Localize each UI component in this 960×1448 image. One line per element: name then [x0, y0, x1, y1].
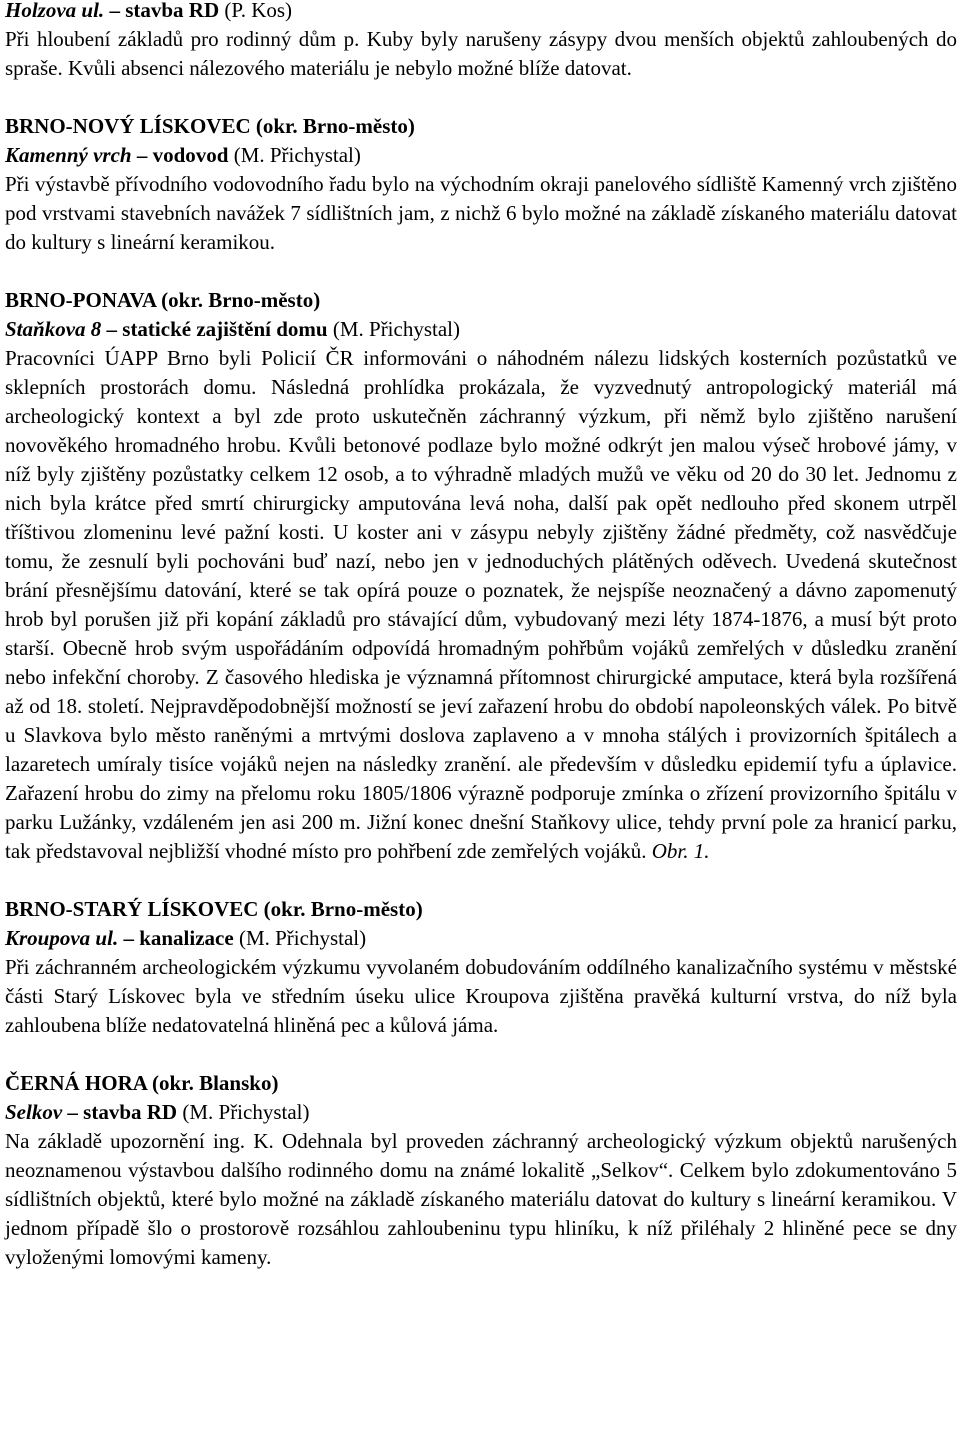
author: (M. Přichystal) — [327, 317, 460, 341]
site-name: Holzova ul. — [5, 0, 105, 22]
entry-text: Při hloubení základů pro rodinný dům p. Kuby byly narušeny zásypy dvou menších objektů zahloubených do spraše. Kvůli absenci nálezového materiálu je nebylo možné blíže datovat. — [5, 27, 957, 80]
entry-text — [5, 344, 957, 866]
entry-heading — [5, 315, 957, 344]
work-type: statické zajištění domu — [122, 317, 328, 341]
entry-brno-stary-liskovec — [5, 895, 957, 1040]
author: (P. Kos) — [219, 0, 293, 22]
author: (M. Přichystal) — [177, 1100, 310, 1124]
heading-dash: – — [118, 926, 140, 950]
entry-brno-novy-liskovec — [5, 112, 957, 257]
site-name: Selkov — [5, 1100, 63, 1124]
site-name: Kroupova ul. — [5, 926, 119, 950]
heading-dash: – — [62, 1100, 84, 1124]
heading-dash: – — [101, 317, 123, 341]
work-type: kanalizace — [139, 926, 234, 950]
entry-heading — [5, 141, 957, 170]
entry-holzova — [5, 0, 957, 83]
region-heading: ČERNÁ HORA (okr. Blansko) — [5, 1071, 279, 1095]
figure-reference: Obr. 1. — [651, 839, 710, 863]
entry-brno-ponava — [5, 286, 957, 866]
author: (M. Přichystal) — [228, 143, 361, 167]
document-page — [5, 0, 957, 1272]
heading-dash: – — [104, 0, 126, 22]
site-name: Staňkova 8 — [5, 317, 102, 341]
entry-heading — [5, 0, 957, 25]
entry-text-body: Pracovníci ÚAPP Brno byli Policií ČR informováni o náhodném nálezu lidských kosterních pozůstatků ve sklepních prostorách domu. Následná prohlídka prokázala, že vyzvednutý antropologický materiál má archeologický kontext a byl zde proto uskutečněn záchranný výzkum, při němž bylo zjištěno narušení novověkého hromadného hrobu. Kvůli betonové podlaze bylo možné odkrýt jen malou výseč hrobové jámy, v níž byly zjištěny pozůstatky celkem 12 osob, a to výhradně mladých mužů ve věku od 20 do 30 let. Jednomu z nich byla krátce před smrtí chirurgicky amputována levá noha, další pak opět nedlouho před skonem utrpěl tříštivou zlomeninu levé pažní kosti. U koster ani v zásypu nebyly zjištěny žádné předměty, což nasvědčuje tomu, že zesnulí byli pochováni buď nazí, nebo jen v jednoduchých plátěných oděvech. Uvedená skutečnost brání přesnějšímu datování, které se tak opírá pouze o poznatek, že nejspíše neoznačený a dávno zapomenutý hrob byl porušen již při kopání základů pro stávající dům, vybudovaný mezi léty 1874-1876, a musí být proto starší. Obecně hrob svým uspořádáním odpovídá hromadným pohřbům vojáků zemřelých v důsledku zranění nebo infekční choroby. Z časového hlediska je významná přítomnost chirurgické amputace, která byla rozšířená až od 18. století. Nejpravděpodobnější možností se jeví zařazení hrobu do období napoleonských válek. Po bitvě u Slavkova bylo město raněnými a mrtvými doslova zaplaveno a v mnoha stálých i provizorních špitálech a lazaretech umíraly tisíce vojáků nejen na následky zranění. ale především v důsledku epidemií tyfu a úplavice. Zařazení hrobu do zimy na přelomu roku 1805/1806 výrazně podporuje zmínka o zřízení provizorního špitálu v parku Lužánky, vzdáleném jen asi 200 m. Jižní konec dnešní Staňkovy ulice, tehdy první pole za hranicí parku, tak představoval nejbližší vhodné místo pro pohřbení zde zemřelých vojáků. — [5, 346, 957, 863]
site-name: Kamenný vrch — [5, 143, 132, 167]
work-type: stavba RD — [83, 1100, 178, 1124]
entry-heading — [5, 924, 957, 953]
entry-heading — [5, 1098, 957, 1127]
entry-text: Na základě upozornění ing. K. Odehnala byl proveden záchranný archeologický výzkum objektů narušených neoznamenou výstavbou dalšího rodinného domu na známé lokalitě „Selkov“. Celkem bylo zdokumentováno 5 sídlištních objektů, které bylo možné na základě získaného materiálu datovat do kultury s lineární keramikou. V jednom případě šlo o prostorově rozsáhlou zahloubeninu typu hliníku, k níž přiléhaly 2 hliněné pece se dny vyloženými lomovými kameny. — [5, 1129, 957, 1269]
work-type: vodovod — [152, 143, 229, 167]
entry-text: Při výstavbě přívodního vodovodního řadu bylo na východním okraji panelového sídliště Kamenný vrch zjištěno pod vrstvami stavebních navážek 7 sídlištních jam, z nichž 6 bylo možné na základě získaného materiálu datovat do kultury s lineární keramikou. — [5, 172, 957, 254]
author: (M. Přichystal) — [233, 926, 367, 950]
heading-dash: – — [131, 143, 153, 167]
entry-cerna-hora — [5, 1069, 957, 1272]
region-heading: BRNO-PONAVA (okr. Brno-město) — [5, 288, 321, 312]
region-heading: BRNO-NOVÝ LÍSKOVEC (okr. Brno-město) — [5, 114, 415, 138]
work-type: stavba RD — [125, 0, 220, 22]
entry-text: Při záchranném archeologickém výzkumu vyvolaném dobudováním oddílného kanalizačního systému v městské části Starý Lískovec byla ve středním úseku ulice Kroupova zjištěna pravěká kulturní vrstva, do níž byla zahloubena blíže nedatovatelná hliněná pec a kůlová jáma. — [5, 955, 957, 1037]
region-heading: BRNO-STARÝ LÍSKOVEC (okr. Brno-město) — [5, 897, 423, 921]
